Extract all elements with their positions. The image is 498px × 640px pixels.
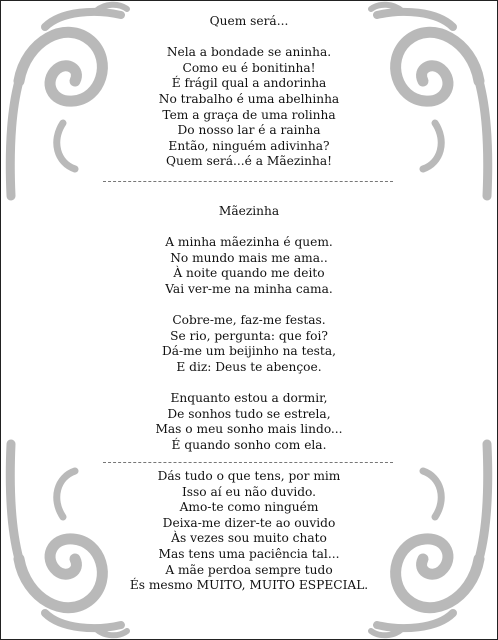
section-divider: [103, 462, 393, 463]
poem-line: No mundo mais me ama..: [170, 250, 328, 265]
poem-line: És mesmo MUITO, MUITO ESPECIAL.: [129, 578, 369, 593]
poem-line: E diz: Deus te abençoe.: [176, 359, 322, 374]
poem-line: A minha mãezinha é quem.: [165, 235, 333, 250]
poem-line: Dás tudo o que tens, por mim: [157, 469, 341, 483]
poem-line: A mãe perdoa sempre tudo: [165, 562, 333, 577]
poem-line: Amo-te como ninguém: [179, 500, 319, 515]
poem-title: Mãezinha: [218, 204, 280, 218]
poem-line: É quando sonho com ela.: [171, 437, 327, 452]
poem-line: Como eu é bonitinha!: [182, 60, 316, 75]
poem-line: No trabalho é uma abelhinha: [158, 91, 340, 106]
blank-line: [101, 298, 397, 314]
poem-line: Tem a graça de uma rolinha: [162, 107, 336, 122]
poem-line: É frágil qual a andorinha: [171, 76, 327, 91]
poem-line: Cobre-me, faz-me festas.: [172, 313, 326, 328]
poem-line: Enquanto estou a dormir,: [170, 391, 328, 406]
poem-line: Dá-me um beijinho na testa,: [162, 344, 336, 359]
poem-line: Mas o meu sonho mais lindo...: [155, 422, 343, 437]
poem-line: Isso aí eu não duvido.: [181, 484, 317, 499]
poem-line: Quem será...é a Mãezinha!: [165, 154, 333, 169]
poem-line: Deixa-me dizer-te ao ouvido: [162, 515, 336, 530]
blank-line: [101, 30, 397, 46]
poem-line: Se rio, pergunta: que foi?: [170, 328, 328, 343]
poem-line: De sonhos tudo se estrela,: [167, 406, 331, 421]
poem-title: Quem será...: [209, 14, 289, 28]
section-divider: [103, 181, 393, 182]
poem-quem-sera: [101, 14, 397, 170]
poem-line: Nela a bondade se aninha.: [166, 45, 332, 60]
blank-line: [101, 376, 397, 392]
poem-line: Do nosso lar é a rainha: [177, 123, 321, 138]
poem-maezinha: [101, 204, 397, 454]
poem-line: Vai ver-me na minha cama.: [165, 281, 333, 296]
poem-especial: [101, 469, 397, 594]
poem-line: Mas tens uma paciência tal...: [158, 546, 340, 561]
poem-line: Então, ninguém adivinha?: [168, 138, 330, 153]
poem-line: Às vezes sou muito chato: [171, 531, 327, 546]
poem-line: À noite quando me deito: [173, 266, 325, 281]
blank-line: [101, 220, 397, 236]
